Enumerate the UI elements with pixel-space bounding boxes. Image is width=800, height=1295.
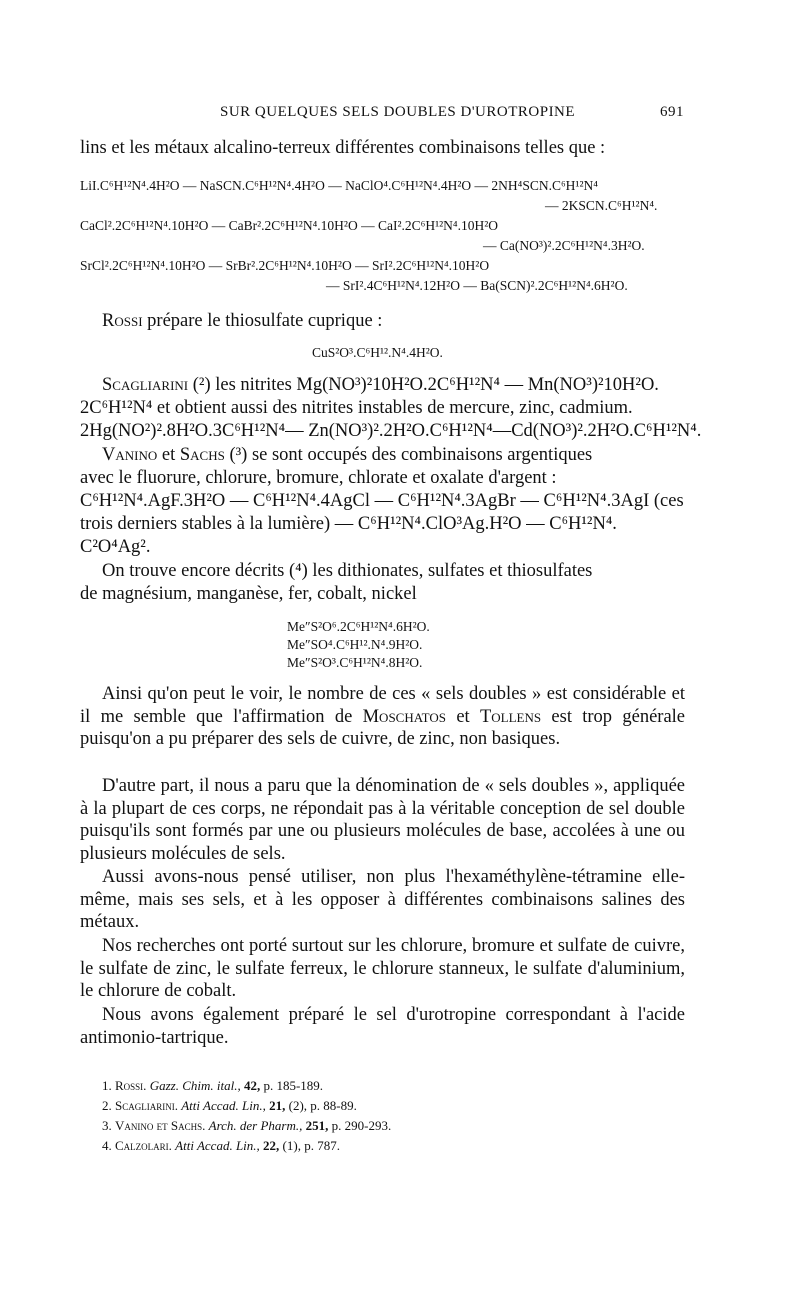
dithionates-line-2: de magnésium, manganèse, fer, cobalt, nickel [80,584,417,604]
formula-line: CaCl².2C⁶H¹²N⁴.10H²O — CaBr².2C⁶H¹²N⁴.10H²O — CaI².2C⁶H¹²N⁴.10H²O [80,218,499,233]
formula-line: SrCl².2C⁶H¹²N⁴.10H²O — SrBr².2C⁶H¹²N⁴.10H²O — SrI².2C⁶H¹²N⁴.10H²O [80,258,490,273]
paragraph-aussi: Aussi avons-nous pensé utiliser, non plus l'hexaméthylène-tétramine elle-même, mais ses sels, et à les opposer à différentes combinaisons salines des métaux. [80,867,685,932]
rossi-formula: CuS²O³.C⁶H¹².N⁴.4H²O. [312,345,443,360]
rossi-line [102,310,382,332]
rossi-text: prépare le thiosulfate cuprique : [142,311,383,331]
footnote-author: Rossi. [115,1078,147,1093]
running-title: SUR QUELQUES SELS DOUBLES D'UROTROPINE [220,104,576,120]
formula-line: — Ca(NO³)².2C⁶H¹²N⁴.3H²O. [483,238,645,253]
formula-line: Me″SO⁴.C⁶H¹².N⁴.9H²O. [287,637,423,652]
page-number: 691 [660,104,684,120]
intro-line: lins et les métaux alcalino-terreux différentes combinaisons telles que : [80,138,606,158]
paragraph-ainsi [80,683,685,751]
footnote-number: 2. [102,1098,112,1113]
footnote-author: Calzolari. [115,1138,172,1153]
footnote-author: Vanino et Sachs. [115,1118,206,1133]
vanino-line-1 [102,444,592,466]
author-name: Moschatos [362,706,447,727]
footnote-volume: 42, [243,1078,261,1093]
footnote [102,1117,391,1135]
dithionates-line-1: On trouve encore décrits (⁴) les dithionates, sulfates et thiosulfates [102,561,593,581]
footnote [102,1097,357,1115]
paragraph-nous: Nous avons également préparé le sel d'urotropine correspondant à l'acide antimonio-tartrique. [80,1005,685,1048]
author-name: Vanino [102,445,158,465]
text-run: et [446,706,480,727]
footnote [102,1077,323,1095]
footnote-author: Scagliarini. [115,1098,178,1113]
text-run: (³) se sont occupés des combinaisons argentiques [224,445,593,465]
formula-line: LiI.C⁶H¹²N⁴.4H²O — NaSCN.C⁶H¹²N⁴.4H²O — NaClO⁴.C⁶H¹²N⁴.4H²O — 2NH⁴SCN.C⁶H¹²N⁴ [80,178,598,193]
scagliarini-line-1 [102,374,659,396]
footnote-journal: Atti Accad. Lin., [181,1098,266,1113]
formula-line: Me″S²O³.C⁶H¹²N⁴.8H²O. [287,655,423,670]
paragraph-nos: Nos recherches ont porté surtout sur les chlorure, bromure et sulfate de cuivre, le sulfate de zinc, le sulfate ferreux, le chlorure stanneux, le sulfate d'aluminium, le chlorure de cobalt. [80,936,685,1001]
text-run: Ainsi qu'on peut le voir, le nombre de ces « sels doubles » est considérable et il me semble que l'affirmation de [80,684,685,727]
footnote-pages: p. 185-189. [260,1078,324,1093]
author-name: Sachs [179,445,225,465]
footnote-pages: (1), p. 787. [279,1138,340,1153]
text-run: et [157,445,180,465]
paragraph-autre: D'autre part, il nous a paru que la dénomination de « sels doubles », appliquée à la plupart de ces corps, ne répondait pas à la véritable conception de sel double puisqu'ils sont formés par une ou plusieurs molécules de base, accolées à une ou plusieurs molécules de sels. [80,776,685,864]
footnote-journal: Arch. der Pharm., [208,1118,303,1133]
scagliarini-line-3: 2Hg(NO²)².8H²O.3C⁶H¹²N⁴— Zn(NO³)².2H²O.C⁶H¹²N⁴—Cd(NO³)².2H²O.C⁶H¹²N⁴. [80,421,702,441]
footnote-number: 1. [102,1078,112,1093]
footnote-volume: 21, [269,1098,286,1113]
author-name: Scagliarini [102,375,189,395]
vanino-line-2: avec le fluorure, chlorure, bromure, chlorate et oxalate d'argent : [80,468,557,488]
footnote-pages: p. 290-293. [328,1118,392,1133]
footnote [102,1137,340,1155]
footnote-number: 3. [102,1118,112,1133]
footnote-pages: (2), p. 88-89. [285,1098,357,1113]
footnote-volume: 251, [305,1118,329,1133]
formula-line: — SrI².4C⁶H¹²N⁴.12H²O — Ba(SCN)².2C⁶H¹²N⁴.6H²O. [326,278,628,293]
text-run: (²) les nitrites Mg(NO³)²10H²O.2C⁶H¹²N⁴ — Mn(NO³)²10H²O. [188,375,659,395]
author-name: Rossi [102,311,143,331]
vanino-line-4: trois derniers stables à la lumière) — C⁶H¹²N⁴.ClO³Ag.H²O — C⁶H¹²N⁴. [80,514,617,534]
footnote-number: 4. [102,1138,112,1153]
vanino-line-3: C⁶H¹²N⁴.AgF.3H²O — C⁶H¹²N⁴.4AgCl — C⁶H¹²N⁴.3AgBr — C⁶H¹²N⁴.3AgI (ces [80,491,684,511]
formula-line: Me″S²O⁶.2C⁶H¹²N⁴.6H²O. [287,619,430,634]
vanino-line-5: C²O⁴Ag². [80,537,151,557]
text-run: est trop générale puisqu'on a pu préparer des sels de cuivre, de zinc, non basiques. [80,706,686,749]
footnote-journal: Atti Accad. Lin., [175,1138,260,1153]
scagliarini-line-2: 2C⁶H¹²N⁴ et obtient aussi des nitrites instables de mercure, zinc, cadmium. [80,398,633,418]
footnote-journal: Gazz. Chim. ital., [149,1078,241,1093]
footnote-volume: 22, [263,1138,280,1153]
author-name: Tollens [479,706,542,727]
formula-line: — 2KSCN.C⁶H¹²N⁴. [545,198,658,213]
